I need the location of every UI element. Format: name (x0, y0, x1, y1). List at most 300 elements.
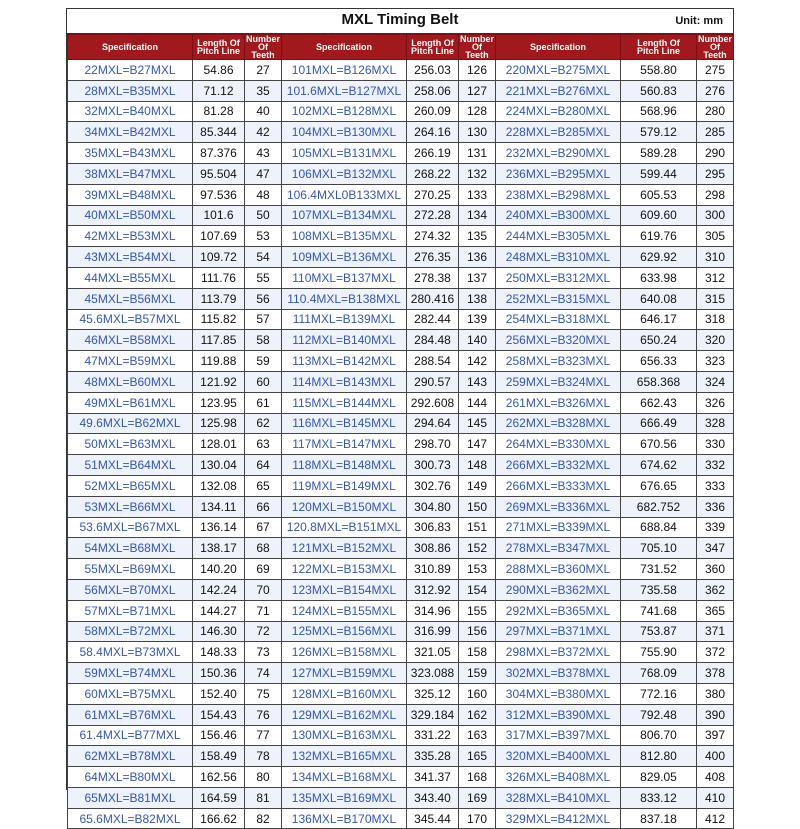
spec-cell: 49MXL=B61MXL (68, 392, 193, 413)
length-cell: 284.48 (407, 330, 459, 351)
length-cell: 341.37 (407, 767, 459, 788)
teeth-cell: 276 (697, 80, 734, 101)
table-row (68, 475, 734, 496)
teeth-cell: 169 (459, 787, 496, 808)
table-row (68, 808, 734, 829)
table-row (68, 683, 734, 704)
table-row (68, 309, 734, 330)
teeth-cell: 168 (459, 767, 496, 788)
length-cell: 306.83 (407, 517, 459, 538)
length-cell: 134.11 (193, 496, 245, 517)
spec-cell: 44MXL=B55MXL (68, 267, 193, 288)
spec-cell: 61MXL=B76MXL (68, 704, 193, 725)
table-row (68, 434, 734, 455)
length-cell: 650.24 (621, 330, 697, 351)
length-cell: 260.09 (407, 101, 459, 122)
length-cell: 343.40 (407, 787, 459, 808)
spec-table (67, 34, 734, 829)
teeth-cell: 68 (245, 538, 282, 559)
teeth-cell: 65 (245, 475, 282, 496)
spec-cell: 47MXL=B59MXL (68, 351, 193, 372)
length-cell: 280.416 (407, 288, 459, 309)
length-cell: 119.88 (193, 351, 245, 372)
table-body (68, 60, 734, 829)
title-bar (67, 9, 733, 34)
spec-cell: 135MXL=B169MXL (282, 787, 407, 808)
length-cell: 256.03 (407, 60, 459, 81)
length-cell: 812.80 (621, 746, 697, 767)
spec-cell: 113MXL=B142MXL (282, 351, 407, 372)
length-cell: 130.04 (193, 455, 245, 476)
teeth-cell: 150 (459, 496, 496, 517)
teeth-cell: 82 (245, 808, 282, 829)
table-row (68, 517, 734, 538)
teeth-cell: 371 (697, 621, 734, 642)
teeth-cell: 336 (697, 496, 734, 517)
teeth-cell: 280 (697, 101, 734, 122)
length-cell: 837.18 (621, 808, 697, 829)
table-row (68, 205, 734, 226)
table-row (68, 600, 734, 621)
teeth-cell: 42 (245, 122, 282, 143)
teeth-cell: 130 (459, 122, 496, 143)
length-cell: 138.17 (193, 538, 245, 559)
spec-cell: 116MXL=B145MXL (282, 413, 407, 434)
spec-cell: 326MXL=B408MXL (496, 767, 621, 788)
spec-cell: 38MXL=B47MXL (68, 163, 193, 184)
length-cell: 150.36 (193, 663, 245, 684)
length-cell: 142.24 (193, 579, 245, 600)
teeth-cell: 339 (697, 517, 734, 538)
length-cell: 741.68 (621, 600, 697, 621)
spec-cell: 55MXL=B69MXL (68, 559, 193, 580)
spec-cell: 115MXL=B144MXL (282, 392, 407, 413)
length-cell: 302.76 (407, 475, 459, 496)
length-cell: 121.92 (193, 371, 245, 392)
table-row (68, 642, 734, 663)
length-cell: 331.22 (407, 725, 459, 746)
length-cell: 833.12 (621, 787, 697, 808)
length-cell: 753.87 (621, 621, 697, 642)
spec-cell: 56MXL=B70MXL (68, 579, 193, 600)
length-cell: 288.54 (407, 351, 459, 372)
table-row (68, 579, 734, 600)
spec-cell: 28MXL=B35MXL (68, 80, 193, 101)
spec-cell: 258MXL=B323MXL (496, 351, 621, 372)
table-row (68, 787, 734, 808)
spec-cell: 107MXL=B134MXL (282, 205, 407, 226)
spec-cell: 102MXL=B128MXL (282, 101, 407, 122)
header-teeth: Number Of Teeth (246, 34, 281, 60)
teeth-cell: 324 (697, 371, 734, 392)
length-cell: 731.52 (621, 559, 697, 580)
spec-cell: 54MXL=B68MXL (68, 538, 193, 559)
length-cell: 268.22 (407, 163, 459, 184)
teeth-cell: 148 (459, 455, 496, 476)
spec-cell: 34MXL=B42MXL (68, 122, 193, 143)
teeth-cell: 58 (245, 330, 282, 351)
spec-cell: 101.6MXL=B127MXL (282, 80, 407, 101)
teeth-cell: 142 (459, 351, 496, 372)
spec-cell: 109MXL=B136MXL (282, 247, 407, 268)
teeth-cell: 134 (459, 205, 496, 226)
teeth-cell: 75 (245, 683, 282, 704)
teeth-cell: 397 (697, 725, 734, 746)
length-cell: 321.05 (407, 642, 459, 663)
length-cell: 148.33 (193, 642, 245, 663)
teeth-cell: 310 (697, 247, 734, 268)
teeth-cell: 285 (697, 122, 734, 143)
teeth-cell: 160 (459, 683, 496, 704)
spec-cell: 118MXL=B148MXL (282, 455, 407, 476)
spec-cell: 132MXL=B165MXL (282, 746, 407, 767)
header-length: Length Of Pitch Line (407, 35, 459, 60)
length-cell: 329.184 (407, 704, 459, 725)
length-cell: 298.70 (407, 434, 459, 455)
spec-cell: 128MXL=B160MXL (282, 683, 407, 704)
spec-cell: 119MXL=B149MXL (282, 475, 407, 496)
length-cell: 806.70 (621, 725, 697, 746)
table-row (68, 538, 734, 559)
teeth-cell: 347 (697, 538, 734, 559)
spec-cell: 134MXL=B168MXL (282, 767, 407, 788)
length-cell: 599.44 (621, 163, 697, 184)
teeth-cell: 64 (245, 455, 282, 476)
teeth-cell: 156 (459, 621, 496, 642)
table-row (68, 330, 734, 351)
teeth-cell: 35 (245, 80, 282, 101)
teeth-cell: 362 (697, 579, 734, 600)
teeth-cell: 56 (245, 288, 282, 309)
teeth-cell: 132 (459, 163, 496, 184)
spec-cell: 101MXL=B126MXL (282, 60, 407, 81)
length-cell: 274.32 (407, 226, 459, 247)
length-cell: 768.09 (621, 663, 697, 684)
table-row (68, 559, 734, 580)
spec-cell: 40MXL=B50MXL (68, 205, 193, 226)
length-cell: 640.08 (621, 288, 697, 309)
table-row (68, 704, 734, 725)
teeth-cell: 158 (459, 642, 496, 663)
teeth-cell: 360 (697, 559, 734, 580)
length-cell: 579.12 (621, 122, 697, 143)
spec-cell: 110.4MXL=B138MXL (282, 288, 407, 309)
teeth-cell: 139 (459, 309, 496, 330)
spec-cell: 57MXL=B71MXL (68, 600, 193, 621)
header-specification: Specification (68, 35, 193, 60)
length-cell: 146.30 (193, 621, 245, 642)
length-cell: 272.28 (407, 205, 459, 226)
spec-cell: 104MXL=B130MXL (282, 122, 407, 143)
teeth-cell: 162 (459, 704, 496, 725)
length-cell: 674.62 (621, 455, 697, 476)
length-cell: 629.92 (621, 247, 697, 268)
spec-cell: 52MXL=B65MXL (68, 475, 193, 496)
length-cell: 772.16 (621, 683, 697, 704)
length-cell: 609.60 (621, 205, 697, 226)
spec-cell: 120.8MXL=B151MXL (282, 517, 407, 538)
table-row (68, 725, 734, 746)
teeth-cell: 144 (459, 392, 496, 413)
teeth-cell: 76 (245, 704, 282, 725)
length-cell: 54.86 (193, 60, 245, 81)
teeth-cell: 62 (245, 413, 282, 434)
teeth-cell: 77 (245, 725, 282, 746)
length-cell: 136.14 (193, 517, 245, 538)
spec-cell: 238MXL=B298MXL (496, 184, 621, 205)
teeth-cell: 135 (459, 226, 496, 247)
table-row (68, 184, 734, 205)
length-cell: 123.95 (193, 392, 245, 413)
length-cell: 316.99 (407, 621, 459, 642)
length-cell: 152.40 (193, 683, 245, 704)
table-row (68, 143, 734, 164)
length-cell: 290.57 (407, 371, 459, 392)
spec-cell: 297MXL=B371MXL (496, 621, 621, 642)
teeth-cell: 330 (697, 434, 734, 455)
spec-cell: 329MXL=B412MXL (496, 808, 621, 829)
table-row (68, 226, 734, 247)
spec-cell: 106.4MXL0B133MXL (282, 184, 407, 205)
spec-cell: 45MXL=B56MXL (68, 288, 193, 309)
teeth-cell: 408 (697, 767, 734, 788)
teeth-cell: 149 (459, 475, 496, 496)
teeth-cell: 152 (459, 538, 496, 559)
length-cell: 292.608 (407, 392, 459, 413)
table-row (68, 60, 734, 81)
teeth-cell: 137 (459, 267, 496, 288)
teeth-cell: 298 (697, 184, 734, 205)
header-teeth: Number Of Teeth (698, 34, 733, 60)
table-row (68, 496, 734, 517)
teeth-cell: 48 (245, 184, 282, 205)
length-cell: 308.86 (407, 538, 459, 559)
spec-cell: 117MXL=B147MXL (282, 434, 407, 455)
teeth-cell: 55 (245, 267, 282, 288)
spec-cell: 266MXL=B332MXL (496, 455, 621, 476)
teeth-cell: 378 (697, 663, 734, 684)
length-cell: 658.368 (621, 371, 697, 392)
teeth-cell: 73 (245, 642, 282, 663)
teeth-cell: 43 (245, 143, 282, 164)
spec-cell: 250MXL=B312MXL (496, 267, 621, 288)
spec-cell: 236MXL=B295MXL (496, 163, 621, 184)
teeth-cell: 128 (459, 101, 496, 122)
teeth-cell: 372 (697, 642, 734, 663)
teeth-cell: 320 (697, 330, 734, 351)
header-length: Length Of Pitch Line (193, 35, 245, 60)
length-cell: 300.73 (407, 455, 459, 476)
length-cell: 560.83 (621, 80, 697, 101)
table-row (68, 621, 734, 642)
length-cell: 282.44 (407, 309, 459, 330)
teeth-cell: 323 (697, 351, 734, 372)
teeth-cell: 127 (459, 80, 496, 101)
spec-cell: 51MXL=B64MXL (68, 455, 193, 476)
spec-cell: 254MXL=B318MXL (496, 309, 621, 330)
teeth-cell: 47 (245, 163, 282, 184)
teeth-cell: 138 (459, 288, 496, 309)
spec-cell: 45.6MXL=B57MXL (68, 309, 193, 330)
length-cell: 97.536 (193, 184, 245, 205)
length-cell: 140.20 (193, 559, 245, 580)
length-cell: 670.56 (621, 434, 697, 455)
teeth-cell: 136 (459, 247, 496, 268)
length-cell: 310.89 (407, 559, 459, 580)
spec-cell: 244MXL=B305MXL (496, 226, 621, 247)
spec-cell: 123MXL=B154MXL (282, 579, 407, 600)
teeth-cell: 63 (245, 434, 282, 455)
length-cell: 85.344 (193, 122, 245, 143)
length-cell: 605.53 (621, 184, 697, 205)
teeth-cell: 333 (697, 475, 734, 496)
length-cell: 117.85 (193, 330, 245, 351)
length-cell: 270.25 (407, 184, 459, 205)
spec-cell: 53.6MXL=B67MXL (68, 517, 193, 538)
length-cell: 158.49 (193, 746, 245, 767)
spec-cell: 129MXL=B162MXL (282, 704, 407, 725)
spec-cell: 220MXL=B275MXL (496, 60, 621, 81)
spec-cell: 127MXL=B159MXL (282, 663, 407, 684)
length-cell: 792.48 (621, 704, 697, 725)
length-cell: 132.08 (193, 475, 245, 496)
length-cell: 264.16 (407, 122, 459, 143)
spec-cell: 221MXL=B276MXL (496, 80, 621, 101)
length-cell: 589.28 (621, 143, 697, 164)
table-row (68, 392, 734, 413)
spec-cell: 50MXL=B63MXL (68, 434, 193, 455)
teeth-cell: 80 (245, 767, 282, 788)
spec-cell: 256MXL=B320MXL (496, 330, 621, 351)
spec-cell: 39MXL=B48MXL (68, 184, 193, 205)
spec-cell: 266MXL=B333MXL (496, 475, 621, 496)
header-length: Length Of Pitch Line (621, 35, 697, 60)
teeth-cell: 143 (459, 371, 496, 392)
teeth-cell: 170 (459, 808, 496, 829)
table-row (68, 267, 734, 288)
length-cell: 87.376 (193, 143, 245, 164)
header-row (68, 35, 734, 60)
table-row (68, 371, 734, 392)
length-cell: 682.752 (621, 496, 697, 517)
teeth-cell: 332 (697, 455, 734, 476)
teeth-cell: 318 (697, 309, 734, 330)
spec-cell: 262MXL=B328MXL (496, 413, 621, 434)
teeth-cell: 295 (697, 163, 734, 184)
teeth-cell: 78 (245, 746, 282, 767)
teeth-cell: 60 (245, 371, 282, 392)
teeth-cell: 165 (459, 746, 496, 767)
spec-cell: 53MXL=B66MXL (68, 496, 193, 517)
spec-cell: 224MXL=B280MXL (496, 101, 621, 122)
spec-cell: 58.4MXL=B73MXL (68, 642, 193, 663)
teeth-cell: 72 (245, 621, 282, 642)
spec-cell: 61.4MXL=B77MXL (68, 725, 193, 746)
table-row (68, 288, 734, 309)
teeth-cell: 380 (697, 683, 734, 704)
spec-cell: 271MXL=B339MXL (496, 517, 621, 538)
teeth-cell: 153 (459, 559, 496, 580)
length-cell: 164.59 (193, 787, 245, 808)
table-row (68, 80, 734, 101)
table-row (68, 455, 734, 476)
table-row (68, 101, 734, 122)
teeth-cell: 290 (697, 143, 734, 164)
length-cell: 314.96 (407, 600, 459, 621)
teeth-cell: 315 (697, 288, 734, 309)
length-cell: 258.06 (407, 80, 459, 101)
spec-cell: 130MXL=B163MXL (282, 725, 407, 746)
teeth-cell: 69 (245, 559, 282, 580)
spec-cell: 122MXL=B153MXL (282, 559, 407, 580)
spec-cell: 114MXL=B143MXL (282, 371, 407, 392)
teeth-cell: 61 (245, 392, 282, 413)
length-cell: 335.28 (407, 746, 459, 767)
teeth-cell: 71 (245, 600, 282, 621)
teeth-cell: 410 (697, 787, 734, 808)
length-cell: 662.43 (621, 392, 697, 413)
length-cell: 154.43 (193, 704, 245, 725)
unit-label: Unit: mm (675, 15, 723, 27)
teeth-cell: 275 (697, 60, 734, 81)
spec-cell: 264MXL=B330MXL (496, 434, 621, 455)
teeth-cell: 145 (459, 413, 496, 434)
spec-cell: 35MXL=B43MXL (68, 143, 193, 164)
teeth-cell: 54 (245, 247, 282, 268)
length-cell: 71.12 (193, 80, 245, 101)
spec-cell: 259MXL=B324MXL (496, 371, 621, 392)
teeth-cell: 133 (459, 184, 496, 205)
teeth-cell: 326 (697, 392, 734, 413)
spec-cell: 124MXL=B155MXL (282, 600, 407, 621)
teeth-cell: 151 (459, 517, 496, 538)
spec-cell: 126MXL=B158MXL (282, 642, 407, 663)
spec-cell: 49.6MXL=B62MXL (68, 413, 193, 434)
length-cell: 829.05 (621, 767, 697, 788)
length-cell: 656.33 (621, 351, 697, 372)
teeth-cell: 50 (245, 205, 282, 226)
length-cell: 156.46 (193, 725, 245, 746)
length-cell: 323.088 (407, 663, 459, 684)
teeth-cell: 155 (459, 600, 496, 621)
spec-cell: 304MXL=B380MXL (496, 683, 621, 704)
length-cell: 101.6 (193, 205, 245, 226)
length-cell: 666.49 (621, 413, 697, 434)
teeth-cell: 27 (245, 60, 282, 81)
header-specification: Specification (282, 35, 407, 60)
length-cell: 312.92 (407, 579, 459, 600)
spec-cell: 60MXL=B75MXL (68, 683, 193, 704)
spec-cell: 240MXL=B300MXL (496, 205, 621, 226)
length-cell: 95.504 (193, 163, 245, 184)
header-teeth: Number Of Teeth (460, 34, 495, 60)
spec-cell: 320MXL=B400MXL (496, 746, 621, 767)
length-cell: 266.19 (407, 143, 459, 164)
table-row (68, 163, 734, 184)
length-cell: 735.58 (621, 579, 697, 600)
spec-cell: 43MXL=B54MXL (68, 247, 193, 268)
teeth-cell: 163 (459, 725, 496, 746)
teeth-cell: 312 (697, 267, 734, 288)
spec-cell: 111MXL=B139MXL (282, 309, 407, 330)
length-cell: 294.64 (407, 413, 459, 434)
table-row (68, 413, 734, 434)
spec-cell: 232MXL=B290MXL (496, 143, 621, 164)
teeth-cell: 70 (245, 579, 282, 600)
length-cell: 113.79 (193, 288, 245, 309)
spec-cell: 290MXL=B362MXL (496, 579, 621, 600)
length-cell: 144.27 (193, 600, 245, 621)
